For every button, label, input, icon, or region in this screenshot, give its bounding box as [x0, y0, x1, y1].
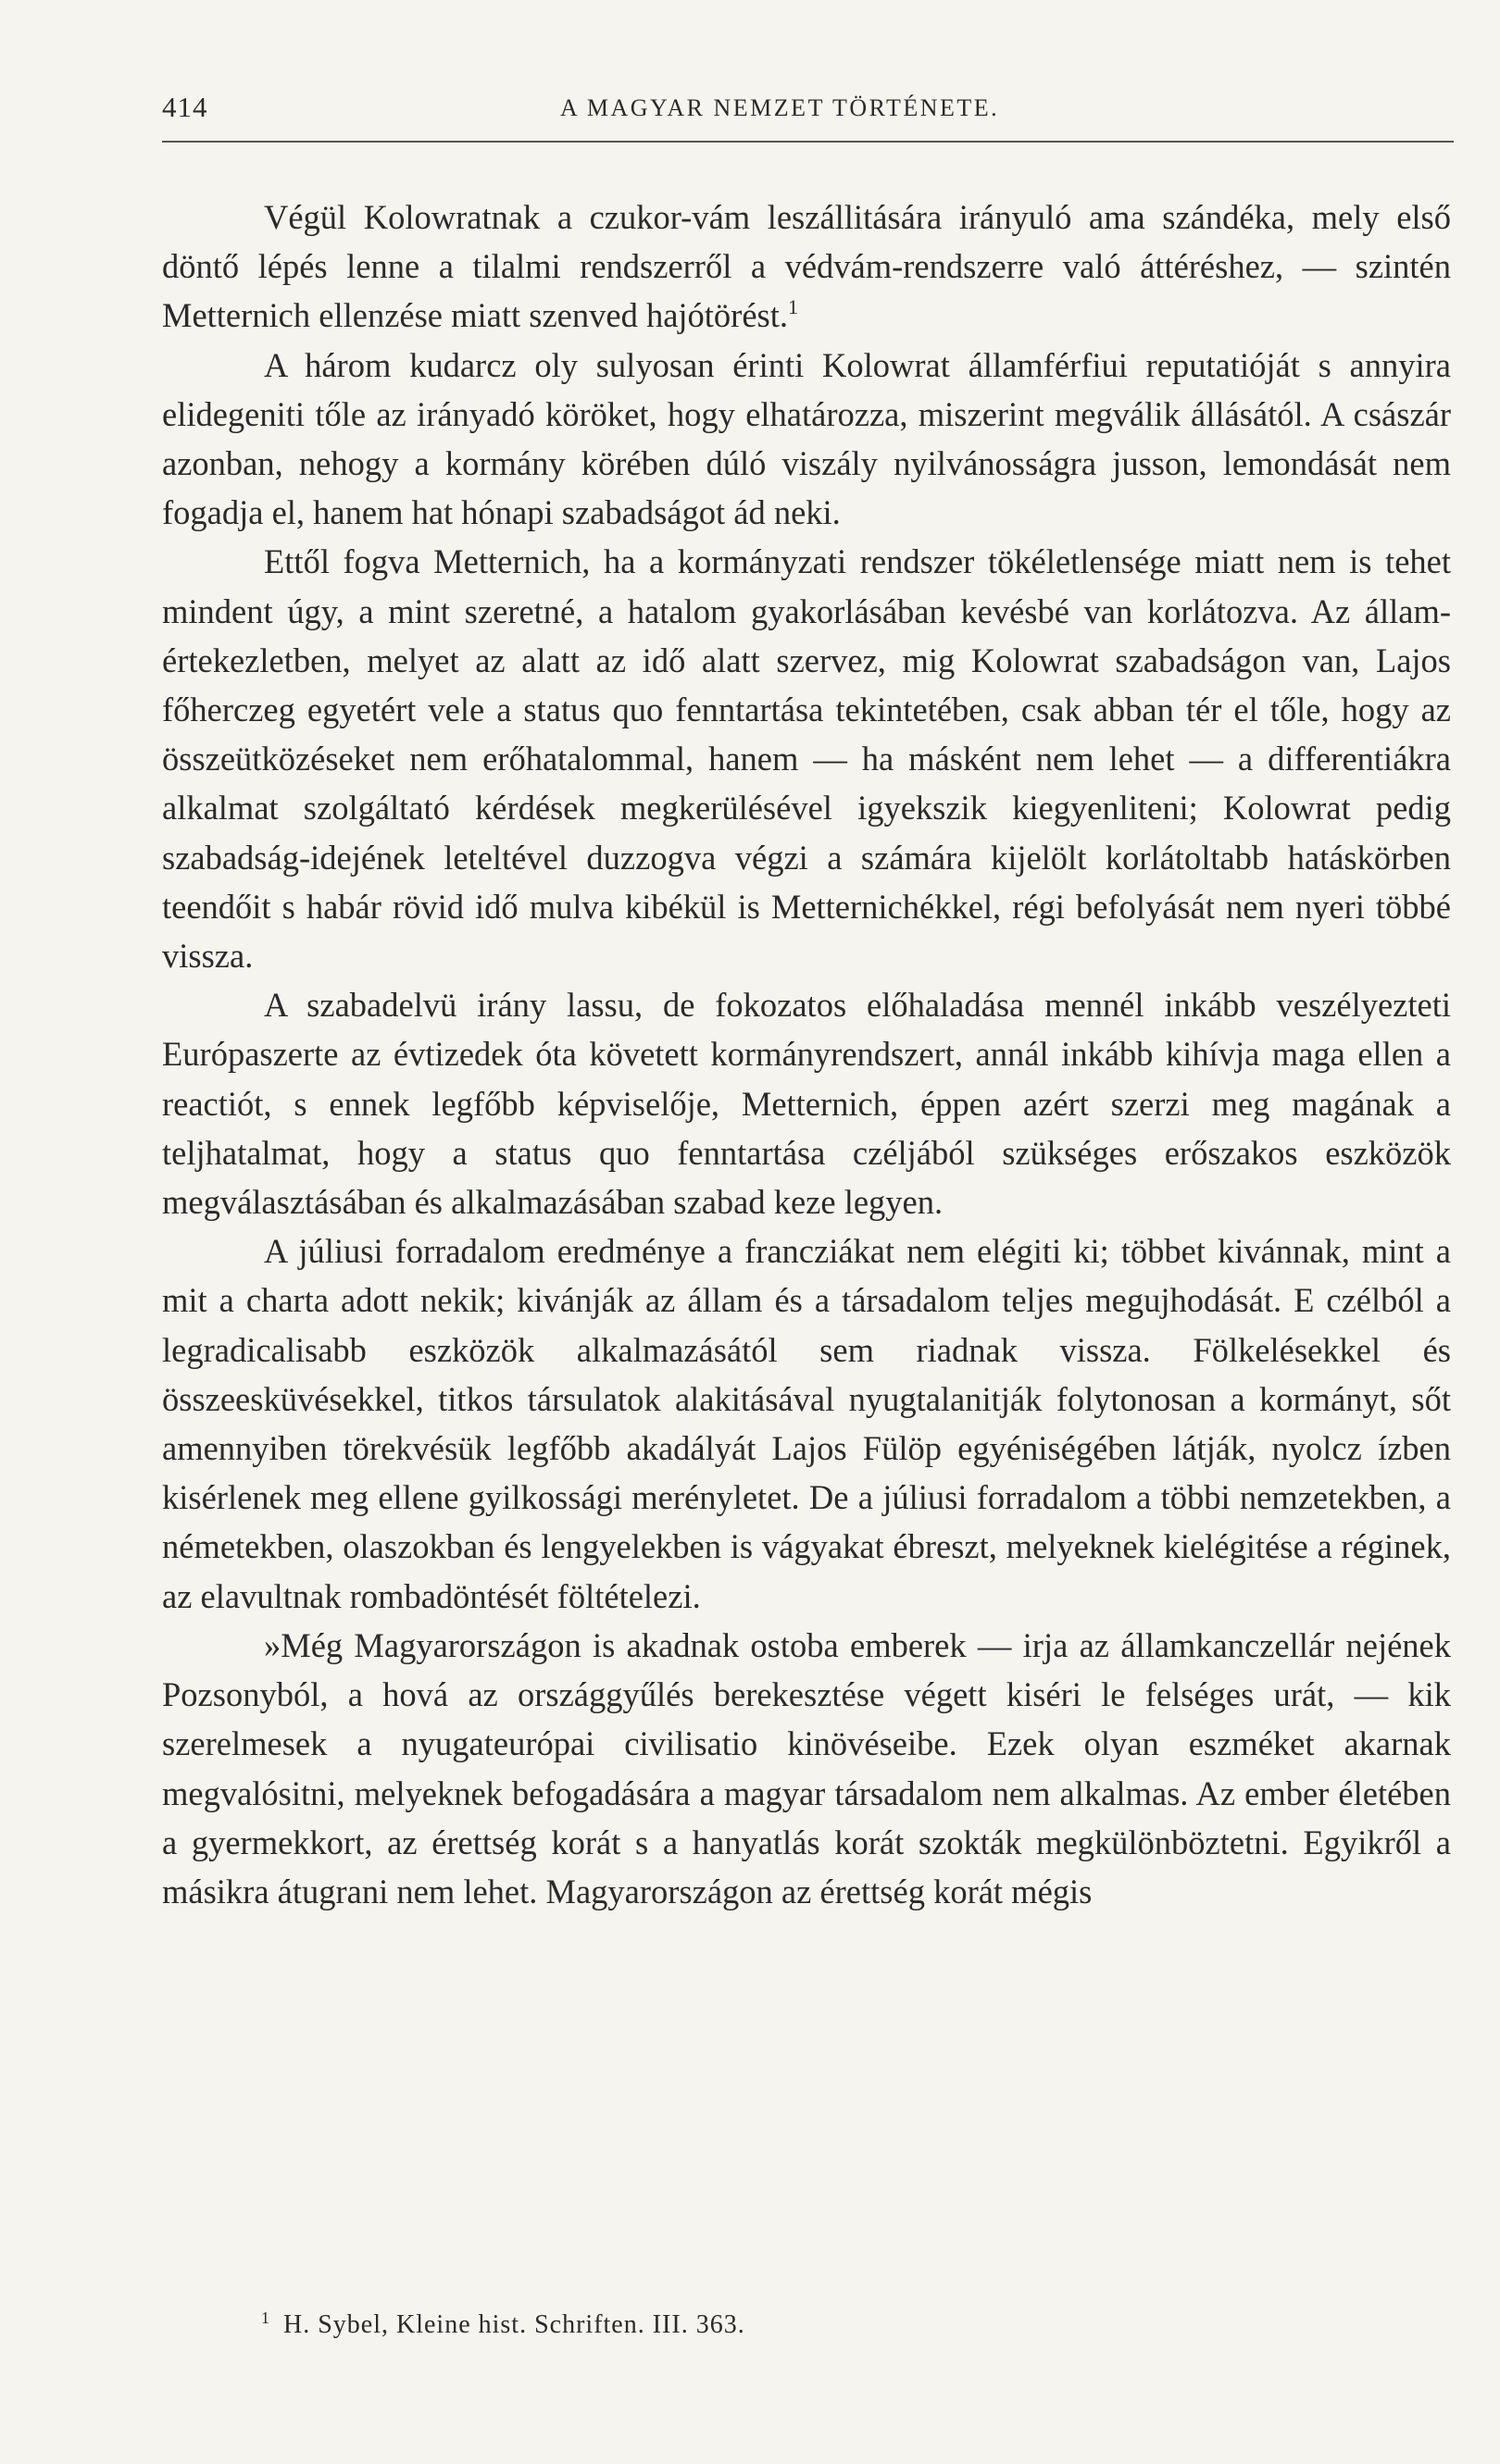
footnote — [261, 2308, 745, 2340]
page-number: 414 — [162, 91, 208, 123]
paragraph-3: Ettől fogva Metternich, ha a kormányzati rendszer tökéletlensége miatt nem is tehet mindent úgy, a mint szeretné, a hatalom gyakorlásában kevésbé van korlátozva. Az állam-értekezletben, melyet az alatt az idő alatt szervez, mig Kolowrat szabadságon van, Lajos főherczeg egyetért vele a status quo fenntartása tekintetében, csak abban tér el tőle, hogy az összeütközéseket nem erőhatalommal, hanem — ha másként nem lehet — a differentiákra alkalmat szolgáltató kérdések megkerülésével igyekszik kiegyenliteni; Kolowrat pedig szabadság-idejének leteltével duzzogva végzi a számára kijelölt korlátoltabb hatáskörben teendőit s habár rövid idő mulva kibékül is Metternichékkel, régi befolyását nem nyeri többé vissza. — [162, 542, 1451, 976]
paragraph-1-text: Végül Kolowratnak a czukor-vám leszállitására irányuló ama szándéka, mely első döntő lépés lenne a tilalmi rendszerről a védvám-rendszerre való áttéréshez, — szintén Metternich ellenzése miatt szenved hajótörést. — [162, 198, 1451, 335]
paragraph-5: A júliusi forradalom eredménye a francziákat nem elégiti ki; többet kivánnak, mint a mit a charta adott nekik; kivánják az állam és a társadalom teljes megujhodását. E czélból a legradicalisabb eszközök alkalmazásától sem riadnak vissza. Fölkelésekkel és összeesküvésekkel, titkos társulatok alakitásával nyugtalanitják folytonosan a kormányt, sőt amennyiben törekvésük legfőbb akadályát Lajos Fülöp egyéniségében látják, nyolcz ízben kisérlenek meg ellene gyilkossági merényletet. De a júliusi forradalom a többi nemzetekben, a németekben, olaszokban és lengyelekben is vágyakat ébreszt, melyeknek kielégitése a réginek, az elavultnak rombadöntését föltételezi. — [162, 1232, 1451, 1615]
paragraph-6: »Még Magyarországon is akadnak ostoba emberek — irja az államkanczellár nejének Pozsonyból, a hová az országgyűlés berekesztése végett kiséri le felséges urát, — kik szerelmesek a nyugateurópai civilisatio kinövéseibe. Ezek olyan eszméket akarnak megvalósitni, melyeknek befogadására a magyar társadalom nem alkalmas. Az ember életében a gyermekkort, az érettség korát s a hanyatlás korát szokták megkülönböztetni. Egyikről a másikra átugrani nem lehet. Magyarországon az érettség korát mégis — [162, 1625, 1451, 1910]
body-text — [162, 193, 1451, 1916]
footnote-text: H. Sybel, Kleine hist. Schriften. III. 363. — [283, 2310, 745, 2339]
page-header — [162, 91, 1454, 137]
paragraph-1 — [162, 193, 1451, 341]
footnote-mark: 1 — [261, 2308, 270, 2327]
footnote-reference: 1 — [788, 295, 798, 319]
paragraph-2: A három kudarcz oly sulyosan érinti Kolowrat államférfiui reputatióját s annyira elidegeniti tőle az irányadó köröket, hogy elhatározza, miszerint megválik állásától. A császár azonban, nehogy a kormány körében dúló viszály nyilvánosságra jusson, lemondását nem fogadja el, hanem hat hónapi szabadságot ád neki. — [162, 345, 1451, 532]
running-title: A MAGYAR NEMZET TÖRTÉNETE. — [560, 94, 1000, 121]
header-rule — [162, 141, 1454, 143]
paragraph-4: A szabadelvü irány lassu, de fokozatos előhaladása mennél inkább veszélyezteti Európaszerte az évtizedek óta követett kormányrendszert, annál inkább kihívja maga ellen a reactiót, s ennek legfőbb képviselője, Metternich, éppen azért szerzi meg magának a teljhatalmat, hogy a status quo fenntartása czéljából szükséges erőszakos eszközök megválasztásában és alkalmazásában szabad keze legyen. — [162, 986, 1451, 1222]
